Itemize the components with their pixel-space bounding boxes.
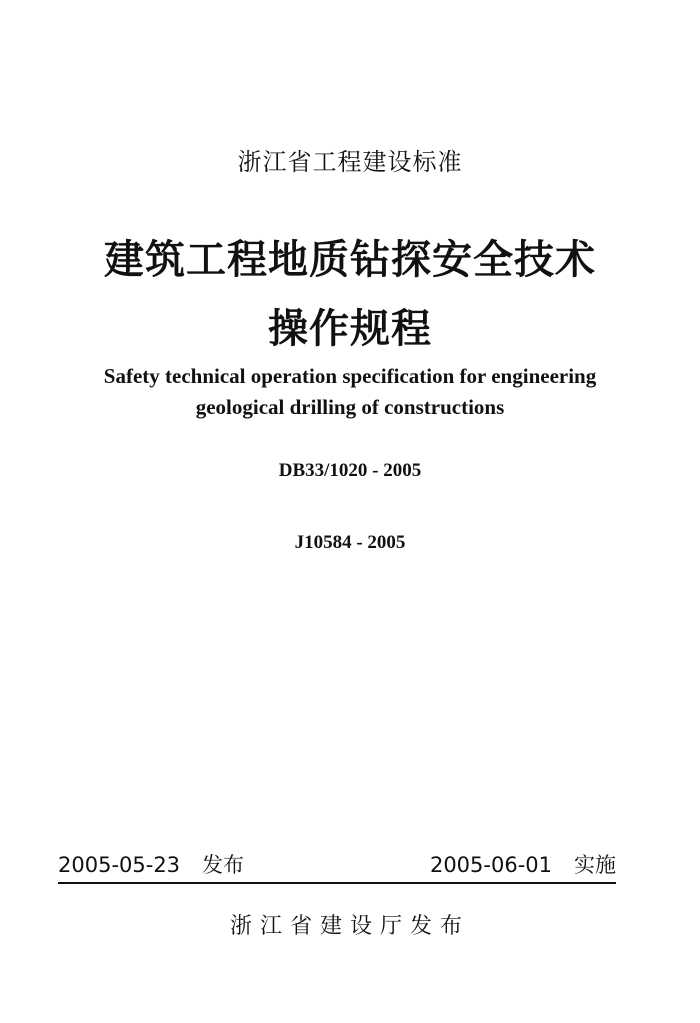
record-number: J10584 - 2005 — [294, 532, 406, 553]
divider-line — [58, 882, 616, 884]
issue-date: 2005-05-23 — [58, 853, 181, 877]
effective-label: 实施 — [574, 853, 616, 877]
title-line-1: 建筑工程地质钻探安全技术 — [104, 236, 596, 283]
dates-row — [58, 849, 616, 881]
title-line-2: 操作规程 — [268, 305, 432, 352]
standard-series: 浙江省工程建设标准 — [237, 148, 463, 176]
publisher: 浙江省建设厅发布 — [229, 914, 470, 939]
issue-label: 发布 — [202, 853, 245, 877]
english-title-line-1: Safety technical operation specification for engineering — [103, 364, 597, 388]
issue-info — [58, 849, 244, 879]
standard-number: DB33/1020 - 2005 — [278, 460, 422, 481]
effective-info — [430, 849, 616, 879]
english-title-line-2: geological drilling of constructions — [195, 395, 505, 419]
effective-date: 2005-06-01 — [429, 853, 552, 877]
